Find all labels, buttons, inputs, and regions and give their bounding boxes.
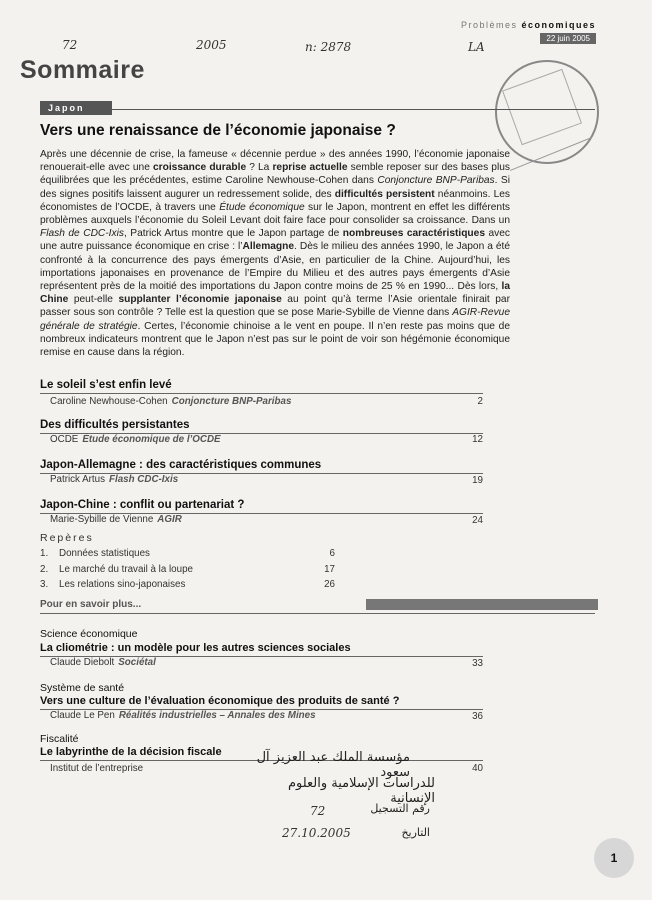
publication-name-b: économiques <box>521 20 596 30</box>
more-category: Fiscalité <box>40 733 79 745</box>
arabic-stamp-line4: التاريخ <box>401 826 430 839</box>
pour-en-savoir-plus-rule <box>40 613 595 614</box>
intro-segment: supplanter l’économie japonaise <box>118 294 282 306</box>
intro-segment: AGIR-Revue générale de stratégie <box>40 307 510 332</box>
intro-segment: ? La <box>246 162 273 174</box>
toc-entry-source: Conjoncture BNP-Paribas <box>171 396 292 407</box>
toc-entry-byline <box>50 396 291 407</box>
pour-en-savoir-plus-bar <box>366 599 598 610</box>
intro-segment: difficultés persistent <box>334 188 435 200</box>
repere-item[interactable] <box>40 548 360 561</box>
more-entry-byline <box>50 763 147 774</box>
toc-entry-source: Étude économique de l’OCDE <box>82 434 221 445</box>
intro-segment: . Si des signes positifs laissent augurer un redressement solide, des <box>40 175 510 200</box>
toc-entry-author: Patrick Artus <box>50 474 105 485</box>
main-article-intro <box>40 148 510 359</box>
repere-page: 6 <box>329 548 335 559</box>
intro-segment: semble reposer sur des bases plus équilibrées que les précédentes, estime Caroline Newhouse-Cohen dans <box>40 162 510 187</box>
toc-entry-page: 2 <box>477 396 483 407</box>
page-number: 1 <box>594 838 634 878</box>
section-label: Japon <box>40 101 112 115</box>
toc-entry[interactable] <box>40 419 483 451</box>
intro-segment: peut-elle <box>68 294 119 306</box>
toc-entry-title: Des difficultés persistantes <box>40 419 190 431</box>
repere-page: 26 <box>324 579 335 590</box>
toc-entry-page: 12 <box>472 434 483 445</box>
more-entry-title: La cliométrie : un modèle pour les autres sciences sociales <box>40 642 351 654</box>
intro-segment: la Chine <box>40 281 510 306</box>
intro-segment: nombreuses caractéristiques <box>342 228 485 240</box>
intro-segment: croissance durable <box>152 162 247 174</box>
more-entry-byline <box>50 710 316 721</box>
page-title: Sommaire <box>20 56 145 84</box>
more-entry-title: Le labyrinthe de la décision fiscale <box>40 746 222 758</box>
arabic-stamp-reg-number: 72 <box>310 804 326 818</box>
handwritten-number: 72 <box>62 38 78 52</box>
toc-entry-title: Le soleil s’est enfin levé <box>40 379 172 391</box>
handwritten-ref: n: 2878 <box>305 40 352 54</box>
repere-number: 3. <box>40 579 49 590</box>
toc-entry-author: Caroline Newhouse-Cohen <box>50 396 168 407</box>
more-entry-title: Vers une culture de l’évaluation économique des produits de santé ? <box>40 695 400 707</box>
more-entry-byline <box>50 657 156 668</box>
intro-segment: . Dès le milieu des années 1990, le Japon a été confronté à la concurrence des pays émergents d’Asie, en particulier de la Chine. Aujourd’hui, les importations japonaises en provenance de l’Empire du Milieu et des autres pays émergents d’Asie représentent près de la moitié des importations du Japon contre moins de 25 % en 1990... Dès lors, <box>40 241 510 293</box>
intro-segment: reprise actuelle <box>272 162 348 174</box>
intro-segment: Conjoncture BNP-Paribas <box>377 175 495 187</box>
repere-page: 17 <box>324 564 335 575</box>
more-entry-page: 33 <box>472 658 483 669</box>
toc-entry-page: 19 <box>472 475 483 486</box>
repere-label: Les relations sino-japonaises <box>59 579 186 590</box>
pour-en-savoir-plus-heading: Pour en savoir plus... <box>40 599 142 610</box>
toc-entry-title: Japon-Allemagne : des caractéristiques communes <box>40 459 322 471</box>
arabic-stamp-line1: مؤسسة الملك عبد العزيز آل سعود <box>256 750 410 780</box>
arabic-stamp-line3: رقم التسجيل <box>370 802 430 815</box>
intro-segment: Flash de CDC-Ixis <box>40 228 124 240</box>
more-entry[interactable] <box>40 695 483 725</box>
toc-entry[interactable] <box>40 499 483 531</box>
publication-name <box>461 20 596 30</box>
intro-segment: Étude économique <box>219 201 305 213</box>
toc-entry[interactable] <box>40 459 483 491</box>
toc-entry-rule <box>40 393 483 394</box>
handwritten-initials: LA <box>468 40 485 54</box>
main-article-title: Vers une renaissance de l’économie japonaise ? <box>40 122 396 139</box>
arabic-stamp-date: 27.10.2005 <box>282 826 351 840</box>
toc-entry-author: Marie-Sybille de Vienne <box>50 514 154 525</box>
intro-segment: avec une autre puissance économique en crise : l’ <box>40 228 511 253</box>
more-entry-source: Sociétal <box>118 657 156 668</box>
intro-segment: néanmoins. Les économistes de l’OCDE, à travers une <box>40 188 510 213</box>
more-entry[interactable] <box>40 642 483 672</box>
toc-entry-byline <box>50 514 182 525</box>
more-entry-page: 40 <box>472 763 483 774</box>
more-entry-author: Claude Diebolt <box>50 657 115 668</box>
repere-label: Le marché du travail à la loupe <box>59 564 193 575</box>
more-entry-author: Institut de l’entreprise <box>50 763 144 774</box>
toc-entry-byline <box>50 434 221 445</box>
intro-segment: Après une décennie de crise, la fameuse « décennie perdue » des années 1990, l’économie japonaise renouerait-elle avec une <box>40 149 510 174</box>
toc-entry-byline <box>50 474 178 485</box>
issue-date: 22 juin 2005 <box>540 33 596 44</box>
more-entry-source: Réalités industrielles – Annales des Mines <box>118 710 316 721</box>
intro-segment: au point qu’à terme l’Asie orientale finirait par passer sous son contrôle ? Telle est la question que se pose Marie-Sybille de Vienne dans <box>40 294 510 319</box>
repere-number: 2. <box>40 564 49 575</box>
section-rule <box>112 109 595 110</box>
toc-entry[interactable] <box>40 379 483 411</box>
more-entry-page: 36 <box>472 711 483 722</box>
repere-item[interactable] <box>40 579 360 592</box>
repere-number: 1. <box>40 548 49 559</box>
more-category: Science économique <box>40 628 138 640</box>
publication-name-a: Problèmes <box>460 20 518 30</box>
handwritten-year: 2005 <box>196 38 227 52</box>
arabic-stamp-line2: للدراسات الإسلامية والعلوم الإنسانية <box>287 776 435 806</box>
repere-item[interactable] <box>40 564 360 577</box>
intro-segment: , Patrick Artus montre que le Japon partage de <box>123 228 343 240</box>
toc-entry-source: AGIR <box>157 514 182 525</box>
repere-label: Données statistiques <box>59 548 150 559</box>
toc-entry-title: Japon-Chine : conflit ou partenariat ? <box>40 499 245 511</box>
intro-segment: . Certes, l’économie chinoise a le vent en poupe. Il n’en reste pas moins que de nombreux indicateurs montrent que le Japon n’est pas sur le point de voir son hégémonie économique remise en cause dans la région. <box>40 320 510 359</box>
toc-entry-author: OCDE <box>50 434 79 445</box>
more-category: Système de santé <box>40 682 125 694</box>
toc-entry-source: Flash CDC-Ixis <box>109 474 179 485</box>
intro-segment: Allemagne <box>242 241 295 253</box>
toc-entry-page: 24 <box>472 515 483 526</box>
more-entry-author: Claude Le Pen <box>50 710 115 721</box>
reperes-heading: Repères <box>40 532 94 544</box>
intro-segment: sur le Japon, montrent en effet les différents problèmes auxquels l’économie du Soleil Levant doit faire face pour consolider sa croissance. Dans un <box>40 201 511 227</box>
